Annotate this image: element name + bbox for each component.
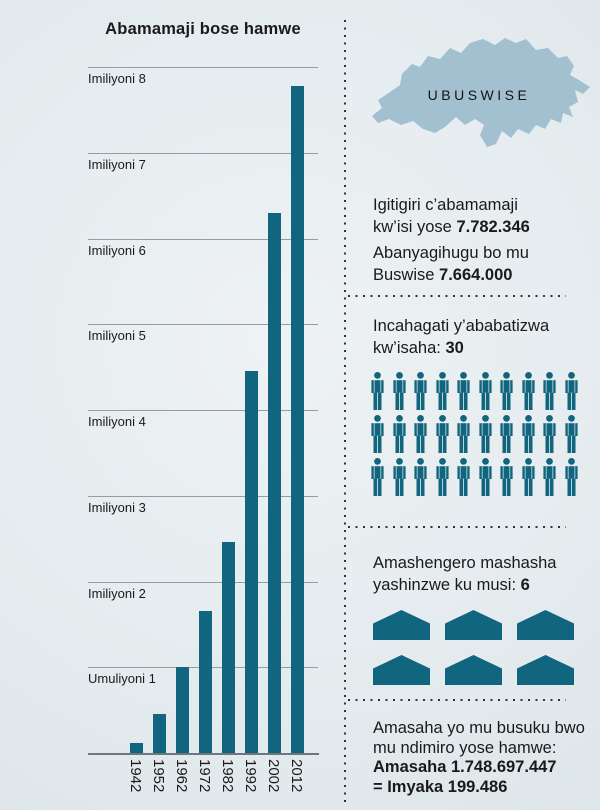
- person-icon: [457, 415, 470, 453]
- x-tick-1962: 1962: [172, 759, 190, 793]
- gridline-7: [88, 153, 318, 154]
- y-axis-label-7: Imiliyoni 7: [88, 156, 146, 172]
- swiss-population-stat: [373, 242, 529, 286]
- person-icon: [522, 372, 535, 410]
- person-icon: [500, 458, 513, 496]
- field-hours-line1: Amasaha yo mu busuku bwo: [373, 719, 585, 737]
- congregation-house-icons: [373, 610, 578, 685]
- x-tick-2002: 2002: [264, 759, 282, 793]
- dotted-divider-2: [348, 526, 566, 528]
- person-icon: [457, 458, 470, 496]
- field-hours-stat: [373, 719, 585, 797]
- x-tick-1972: 1972: [195, 759, 213, 793]
- field-hours-years: = Imyaka 199.486: [373, 777, 508, 796]
- person-icon: [393, 415, 406, 453]
- bar-chart: [88, 60, 318, 808]
- person-icon: [565, 372, 578, 410]
- swiss-population-line1: Abanyagihugu bo mu: [373, 244, 529, 262]
- gridline-4: [88, 410, 318, 411]
- congregations-value: 6: [520, 576, 530, 594]
- baptized-line1: Incahagati y’ababatizwa: [373, 317, 550, 335]
- person-icon: [414, 372, 427, 410]
- gridline-3: [88, 496, 318, 497]
- congregations-line1: Amashengero mashasha: [373, 554, 557, 572]
- person-icon: [414, 458, 427, 496]
- person-icon: [565, 458, 578, 496]
- person-icon: [543, 415, 556, 453]
- person-icon: [522, 415, 535, 453]
- bar-1952: [153, 714, 166, 753]
- gridline-2: [88, 582, 318, 583]
- chart-title: Abamamaji bose hamwe: [105, 20, 301, 38]
- person-icon: [393, 458, 406, 496]
- person-icon: [543, 372, 556, 410]
- y-axis-label-2: Imiliyoni 2: [88, 585, 146, 601]
- world-publishers-line1: Igitigiri c’abamamaji: [373, 196, 518, 214]
- bar-2002: [268, 213, 281, 753]
- baptized-line2: kw’isaha:: [373, 339, 446, 357]
- person-icon: [436, 372, 449, 410]
- bar-1972: [199, 611, 212, 753]
- y-axis-label-5: Imiliyoni 5: [88, 328, 146, 344]
- person-icon: [457, 372, 470, 410]
- dotted-divider-1: [348, 295, 566, 297]
- person-icon: [500, 415, 513, 453]
- field-hours-total: Amasaha 1.748.697.447: [373, 758, 557, 776]
- person-icon: [500, 372, 513, 410]
- person-icon: [436, 458, 449, 496]
- bar-1982: [222, 542, 235, 753]
- person-icon: [479, 372, 492, 410]
- y-axis-label-8: Imiliyoni 8: [88, 71, 146, 86]
- gridline-5: [88, 324, 318, 325]
- person-icon: [479, 415, 492, 453]
- world-publishers-stat: [373, 194, 530, 238]
- y-axis-label-4: Imiliyoni 4: [88, 414, 146, 429]
- y-axis-label-6: Imiliyoni 6: [88, 242, 146, 258]
- person-icon: [522, 458, 535, 496]
- house-icon: [445, 655, 502, 685]
- house-icon: [373, 655, 430, 685]
- bar-1962: [176, 667, 189, 753]
- y-axis-label-3: Imiliyoni 3: [88, 499, 146, 515]
- congregations-line2: yashinzwe ku musi:: [373, 576, 521, 594]
- swiss-population-line2: Buswise: [373, 266, 440, 284]
- x-tick-2012: 2012: [287, 759, 305, 793]
- baptized-stat: [373, 315, 549, 359]
- bar-2012: [291, 86, 304, 753]
- house-icon: [517, 655, 574, 685]
- vertical-dotted-divider: [344, 20, 346, 802]
- field-hours-line2: mu ndimiro yose hamwe:: [373, 738, 557, 757]
- x-tick-1982: 1982: [218, 759, 236, 793]
- house-icon: [517, 610, 574, 640]
- y-axis-label-1: Umuliyoni 1: [88, 671, 156, 687]
- person-icon: [414, 415, 427, 453]
- map-country-label: UBUSWISE: [427, 87, 531, 103]
- house-icon: [373, 610, 430, 640]
- world-publishers-value: 7.782.346: [456, 218, 530, 236]
- gridline-8: [88, 67, 318, 68]
- congregations-stat: [373, 552, 556, 596]
- x-axis-baseline: [88, 753, 319, 755]
- baptized-person-icons: [371, 372, 587, 496]
- person-icon: [543, 458, 556, 496]
- x-tick-1942: 1942: [126, 759, 144, 793]
- house-icon: [445, 610, 502, 640]
- swiss-population-value: 7.664.000: [439, 266, 513, 284]
- person-icon: [393, 372, 406, 410]
- person-icon: [436, 415, 449, 453]
- baptized-value: 30: [445, 339, 464, 357]
- bar-1992: [245, 371, 258, 753]
- gridline-6: [88, 239, 318, 240]
- person-icon: [371, 372, 384, 410]
- x-tick-1952: 1952: [149, 759, 167, 793]
- dotted-divider-3: [348, 699, 566, 701]
- x-tick-1992: 1992: [241, 759, 259, 793]
- bar-1942: [130, 743, 143, 753]
- person-icon: [371, 415, 384, 453]
- person-icon: [371, 458, 384, 496]
- world-publishers-line2: kw’isi yose: [373, 218, 457, 236]
- person-icon: [479, 458, 492, 496]
- person-icon: [565, 415, 578, 453]
